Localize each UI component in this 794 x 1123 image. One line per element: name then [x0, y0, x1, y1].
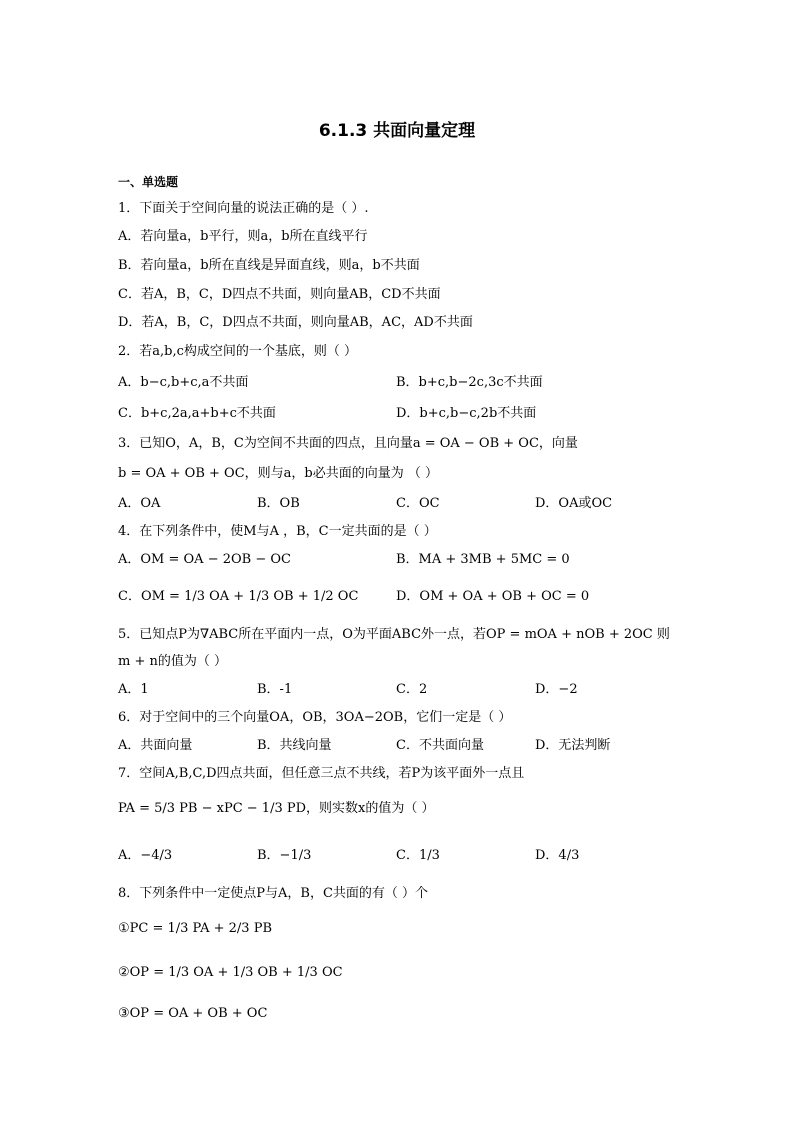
q2-option-a: A．b−c,b+c,a不共面	[118, 375, 249, 390]
q8-stem: 8．下列条件中一定使点P与A，B，C共面的有（ ）个	[118, 886, 429, 901]
q3-option-b: B．OB	[257, 496, 300, 511]
q3-stem-line2: b = OA + OB + OC，则与a，b必共面的向量为 （ ）	[118, 466, 438, 481]
q6-option-c: C．不共面向量	[396, 738, 484, 753]
q6-stem: 6．对于空间中的三个向量OA，OB，3OA−2OB，它们一定是（ ）	[118, 710, 512, 725]
q1-option-d: D．若A，B，C，D四点不共面，则向量AB，AC，AD不共面	[118, 315, 473, 330]
q2-option-c: C．b+c,2a,a+b+c不共面	[118, 406, 276, 421]
q7-option-d: D．4/3	[535, 848, 580, 863]
q5-option-c: C．2	[396, 682, 428, 697]
q6-option-a: A．共面向量	[118, 738, 193, 753]
q8-item-2: ②OP = 1/3 OA + 1/3 OB + 1/3 OC	[118, 965, 343, 980]
q1-option-a: A．若向量a，b平行，则a，b所在直线平行	[118, 229, 368, 244]
q6-option-b: B．共线向量	[257, 738, 332, 753]
q3-option-a: A．OA	[118, 496, 161, 511]
q1-option-c: C．若A，B，C，D四点不共面，则向量AB，CD不共面	[118, 287, 441, 302]
q7-option-a: A．−4/3	[118, 848, 173, 863]
q4-stem: 4．在下列条件中，使M与A ，B，C一定共面的是（ ）	[118, 524, 437, 539]
q4-option-b: B．MA + 3MB + 5MC = 0	[396, 552, 570, 567]
q6-option-d: D．无法判断	[535, 738, 611, 753]
q7-stem-line1: 7．空间A,B,C,D四点共面，但任意三点不共线，若P为该平面外一点且	[118, 766, 525, 781]
q1-option-b: B．若向量a，b所在直线是异面直线，则a，b不共面	[118, 258, 420, 273]
q2-stem: 2．若a,b,c构成空间的一个基底，则（ ）	[118, 344, 358, 359]
q7-option-b: B．−1/3	[257, 848, 312, 863]
q5-option-b: B．-1	[257, 682, 293, 697]
q5-stem-line1: 5．已知点P为∇ABC所在平面内一点，O为平面ABC外一点，若OP = mOA + nOB + 2OC 则	[118, 627, 670, 642]
q8-item-1: ①PC = 1/3 PA + 2/3 PB	[118, 921, 273, 936]
page-title: 6.1.3 共面向量定理	[318, 121, 476, 141]
q1-stem: 1．下面关于空间向量的说法正确的是（ ）.	[118, 201, 369, 216]
q5-stem-line2: m + n的值为（ ）	[118, 654, 227, 669]
section-heading: 一、单选题	[118, 175, 179, 189]
q4-option-d: D．OM + OA + OB + OC = 0	[396, 589, 590, 604]
q4-option-c: C．OM = 1/3 OA + 1/3 OB + 1/2 OC	[118, 589, 359, 604]
q3-option-c: C．OC	[396, 496, 440, 511]
q3-option-d: D．OA或OC	[535, 496, 613, 511]
q8-item-3: ③OP = OA + OB + OC	[118, 1006, 268, 1021]
q2-option-b: B．b+c,b−2c,3c不共面	[396, 375, 543, 390]
q4-option-a: A．OM = OA − 2OB − OC	[118, 552, 291, 567]
q2-option-d: D．b+c,b−c,2b不共面	[396, 406, 537, 421]
q7-stem-line2: PA = 5/3 PB − xPC − 1/3 PD，则实数x的值为（ ）	[118, 801, 435, 816]
q5-option-a: A．1	[118, 682, 149, 697]
q7-option-c: C．1/3	[396, 848, 440, 863]
q3-stem-line1: 3．已知O，A，B，C为空间不共面的四点，且向量a = OA − OB + OC，向量	[118, 436, 578, 451]
q5-option-d: D．−2	[535, 682, 578, 697]
